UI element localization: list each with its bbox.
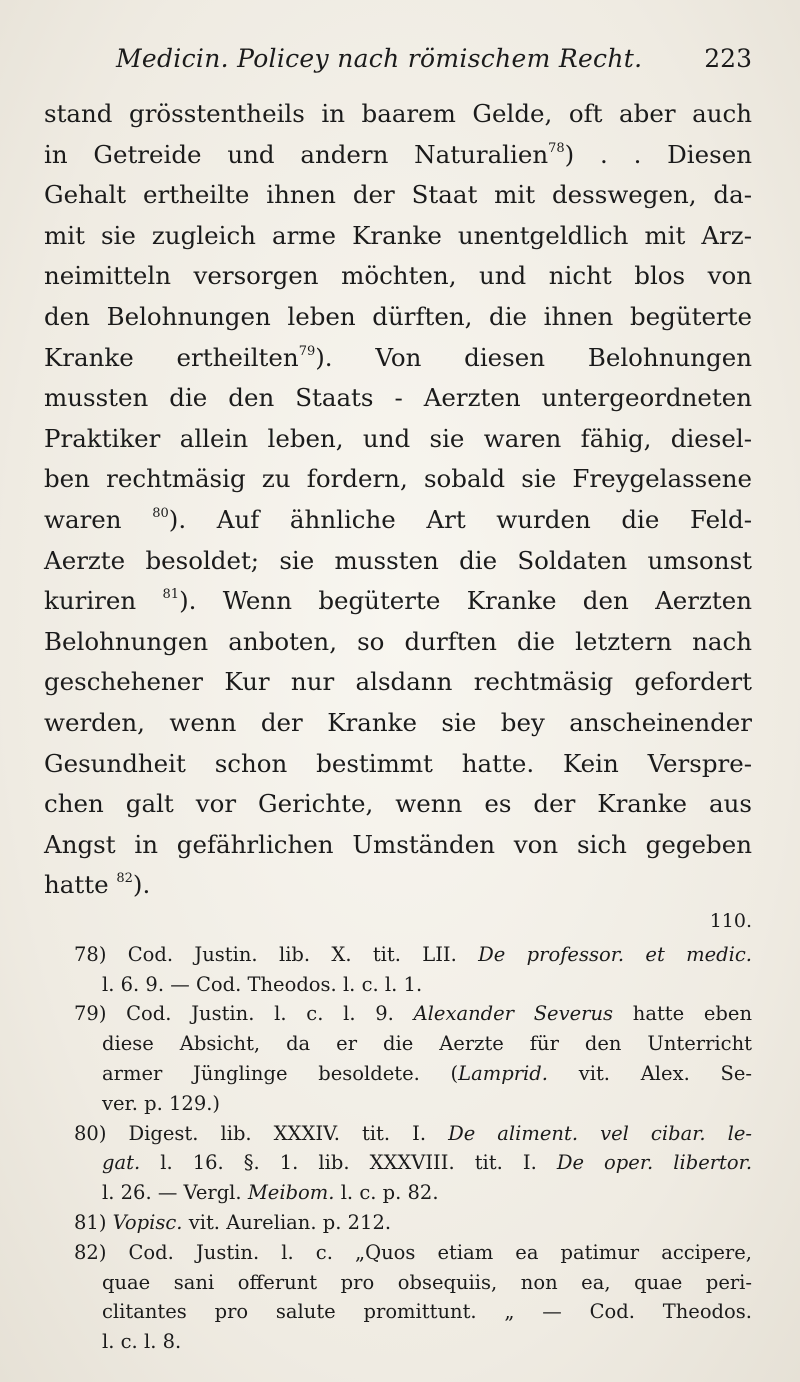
body-line: Praktiker allein leben, und sie waren fähig, diesel- (44, 423, 752, 453)
body-line: den Belohnungen leben dürften, die ihnen begüterte (44, 301, 752, 331)
footnote-79: 79) Cod. Justin. l. c. l. 9. Alexander Severus hatte eben diese Absicht, da er die Aerzte für den Unterricht armer Jünglinge besoldete. (Lamprid. vit. Alex. Se- ver. p. 129.) (74, 1002, 752, 1115)
footnote-81: 81) Vopisc. vit. Aurelian. p. 212. (74, 1211, 392, 1235)
body-line: ben rechtmäsig zu fordern, sobald sie Freygelassene (44, 464, 752, 494)
body-line: Belohnungen anboten, so durften die letztern nach (44, 626, 752, 656)
body-line: Gesundheit schon bestimmt hatte. Kein Verspre- (44, 748, 752, 778)
footnote-ref-79: 79 (298, 343, 316, 359)
body-line: werden, wenn der Kranke sie bey anscheinender (44, 707, 752, 737)
body-line: neimitteln versorgen möchten, und nicht blos von (44, 261, 752, 291)
body-text (44, 94, 752, 906)
running-head: Medicin. Policey nach römischem Recht. (116, 44, 643, 73)
page-header (44, 40, 752, 94)
footnote-ref-82: 82 (116, 871, 133, 887)
body-line: hatte $^{82}$). (44, 870, 151, 900)
body-line: Kranke ertheilten$^{79}$). Von diesen Belohnungen (44, 342, 752, 372)
footnote-80: 80) Digest. lib. XXXIV. tit. I. De aliment. vel cibar. le- gat. l. 16. §. 1. lib. XXXVIII. tit. I. De oper. libertor. l. 26. — Vergl. Meibom. l. c. p. 82. (74, 1121, 753, 1205)
footnote-ref-80: 80 (152, 505, 169, 521)
footnote-78: 78) Cod. Justin. lib. X. tit. LII. De professor. et medic. l. 6. 9. — Cod. Theodos. l. c. l. 1. (74, 942, 753, 996)
footnotes (44, 940, 752, 1357)
body-line: geschehener Kur nur alsdann rechtmäsig gefordert (44, 667, 752, 697)
body-line: stand grösstentheils in baarem Gelde, oft aber auch (44, 99, 752, 128)
page-number: 223 (704, 44, 752, 73)
body-line: Aerzte besoldet; sie mussten die Soldaten umsonst (44, 545, 752, 575)
catchword: 110. (709, 909, 752, 932)
body-line: in Getreide und andern Naturalien$^{78}$) . . Diesen (44, 139, 752, 169)
body-line: kuriren $^{81}$). Wenn begüterte Kranke den Aerzten (44, 586, 753, 616)
body-line: waren $^{80}$). Auf ähnliche Art wurden die Feld- (44, 504, 752, 534)
footnote-82: 82) Cod. Justin. l. c. „Quos etiam ea patimur accipere, quae sani offerunt pro obsequiis, non ea, quae peri- clitantes pro salute promittunt. „ — Cod. Theodos. l. c. l. 8. (74, 1240, 752, 1354)
footnote-ref-78: 78 (548, 140, 565, 156)
footnote-ref-81: 81 (162, 587, 180, 603)
body-line: Gehalt ertheilte ihnen der Staat mit desswegen, da- (44, 180, 752, 210)
body-line: mussten die den Staats - Aerzten untergeordneten (44, 383, 752, 413)
body-line: Angst in gefährlichen Umständen von sich gegeben (44, 829, 752, 859)
body-line: mit sie zugleich arme Kranke unentgeldlich mit Arz- (44, 220, 752, 250)
body-line: chen galt vor Gerichte, wenn es der Kranke aus (44, 789, 752, 819)
